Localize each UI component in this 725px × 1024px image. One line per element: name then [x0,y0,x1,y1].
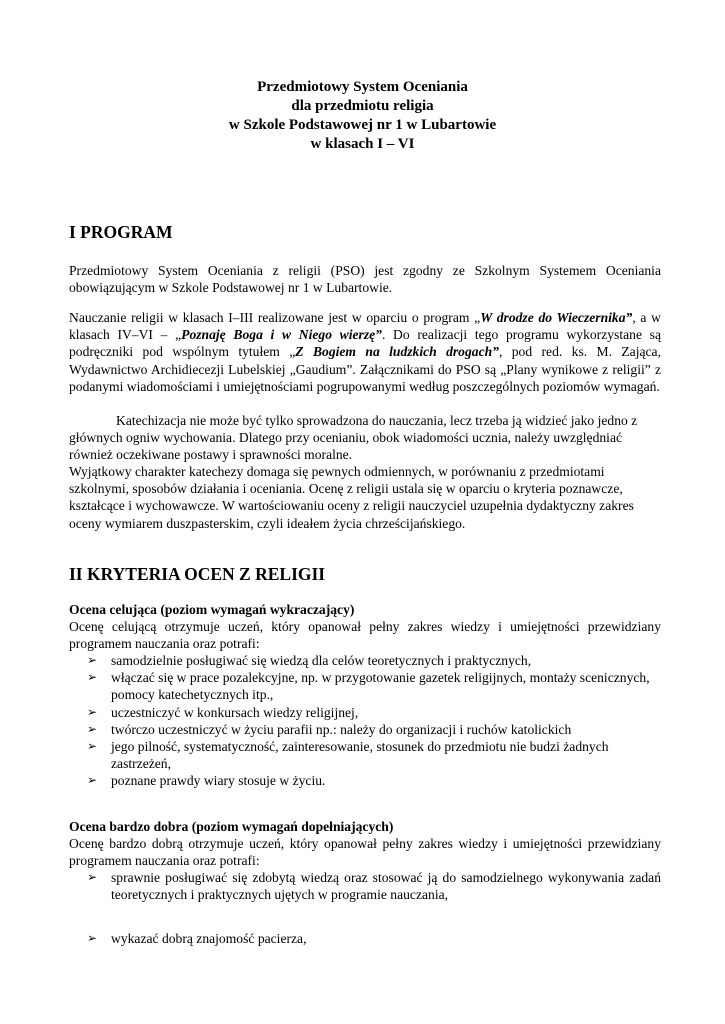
program-title-wieczernik: W drodze do Wieczernika” [480,310,633,325]
list-item [87,869,661,903]
grade-intro-bardzo-dobra: Ocenę bardzo dobrą otrzymuje uczeń, który opanował pełny zakres wiedzy i umiejętności przewidziany programem nauczania oraz potrafi: [69,836,661,869]
title-line-3: w Szkole Podstawowej nr 1 w Lubartowie [228,117,497,133]
program-text-1: Nauczanie religii w klasach I–III realizowane jest w oparciu o program „ [69,310,481,325]
list-item [87,738,661,772]
list-item [87,721,661,738]
title-line-4: w klasach I – VI [310,136,415,152]
textbook-title: Z Bogiem na ludzkich drogach” [295,344,499,360]
list-item-text: uczestniczyć w konkursach wiedzy religijnej, [111,704,359,720]
section-heading-program: I PROGRAM [69,222,173,242]
arrowhead-bullet-icon: ➢ [87,670,98,685]
arrowhead-bullet-icon: ➢ [87,653,98,667]
title-line-2: dla przedmiotu religia [291,98,434,114]
list-item [87,652,661,669]
list-item-text: jego pilność, systematyczność, zainteresowanie, stosunek do przedmiotu nie budzi żadnych zastrzeżeń, [111,739,609,772]
paragraph-katechizacja: Katechizacja nie może być tylko sprowadzona do nauczania, lecz trzeba ją widzieć jako jedno z głównych ogniw wychowania. Dlatego przy ocenianiu, obok wiadomości ucznia, należy uwzględniać również oczekiwane postawy i sprawności moralne. [69,413,638,463]
list-item-text: wykazać dobrą znajomość pacierza, [111,931,307,947]
program-text-2: , a w klasach IV–VI – „ [69,310,661,343]
arrowhead-bullet-icon: ➢ [87,870,98,884]
list-item-text: twórczo uczestniczyć w życiu parafii np.: należy do organizacji i ruchów katolickich [111,721,572,737]
document-title [0,78,725,154]
paragraph-charakter-katechezy: Wyjątkowy charakter katechezy domaga się pewnych odmiennych, w porównaniu z przedmiotami szkolnymi, sposobów działania i oceniania. Ocenę z religii ustala się w oparciu o kryteria poznawcze, kształcące i wychowawcze. W wartościowaniu oceny z religii nauczyciel uzupełnia dydaktyczny zakres oceny wymiarem duszpasterskim, czyli ideałem życia chrześcijańskiego. [69,464,634,531]
grade-heading-celujaca: Ocena celująca (poziom wymagań wykraczający) [69,602,355,617]
list-item [87,930,661,947]
list-item-text: sprawnie posługiwać się zdobytą wiedzą oraz stosować ją do samodzielnego wykonywania zadań teoretycznych i praktycznych ujętych w programie nauczania, [111,870,661,903]
grade-heading-bardzo-dobra: Ocena bardzo dobra (poziom wymagań dopełniających) [69,819,394,834]
arrowhead-bullet-icon: ➢ [87,721,98,736]
paragraph-program-description [69,309,661,395]
title-line-1: Przedmiotowy System Oceniania [257,79,468,95]
program-title-poznaje-boga: Poznaję Boga i w Niego wierzę” [181,327,382,343]
list-item [87,772,661,789]
grade-intro-celujaca: Ocenę celującą otrzymuje uczeń, który opanował pełny zakres wiedzy i umiejętności przewidziany programem nauczania oraz potrafi: [69,619,661,652]
list-item-text: samodzielnie posługiwać się wiedzą dla celów teoretycznych i praktycznych, [111,653,532,668]
criteria-list-celujaca [87,652,661,790]
list-item-text: poznane prawdy wiary stosuje w życiu. [111,773,326,789]
arrowhead-bullet-icon: ➢ [87,931,98,946]
arrowhead-bullet-icon: ➢ [87,739,98,754]
paragraph-pso-intro: Przedmiotowy System Oceniania z religii (PSO) jest zgodny ze Szkolnym Systemem Oceniania obowiązującym w Szkole Podstawowej nr 1 w Lubartowie. [69,263,661,296]
program-text-3: . Do realizacji tego programu wykorzystane są podręczniki pod wspólnym tytułem „ [69,327,661,360]
criteria-list-bardzo-dobra [87,869,661,948]
program-text-4: , pod red. ks. M. Zająca, Wydawnictwo Archidiecezji Lubelskiej „Gaudium”. Załącznikami do PSO są „Plany wynikowe z religii” z podanymi wiadomościami i umiejętnościami pogrupowanymi według poszczególnych poziomów wymagań. [69,344,661,394]
arrowhead-bullet-icon: ➢ [87,773,98,788]
arrowhead-bullet-icon: ➢ [87,704,98,719]
list-item [87,669,661,703]
list-item [87,704,661,721]
list-item-text: włączać się w prace pozalekcyjne, np. w przygotowanie gazetek religijnych, montaży scenicznych, pomocy katechetycznych itp., [111,670,650,703]
section-heading-kryteria: II KRYTERIA OCEN Z RELIGII [69,564,326,584]
